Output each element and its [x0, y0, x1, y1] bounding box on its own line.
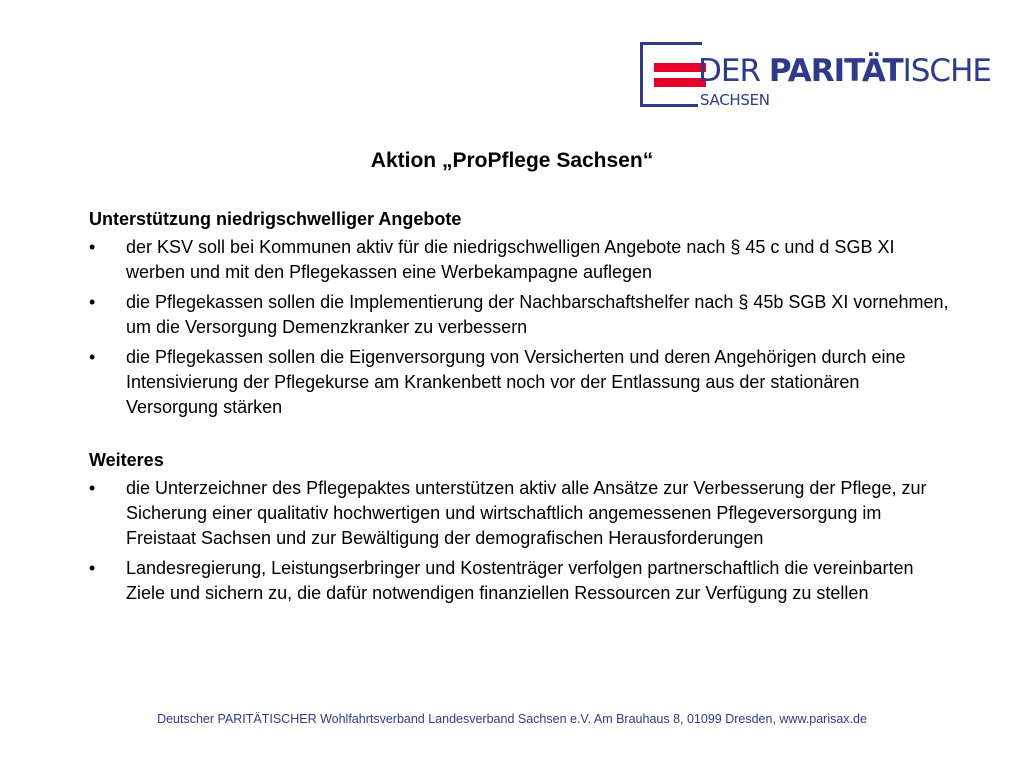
bullet-text: die Pflegekassen sollen die Eigenversorgung von Versicherten und deren Angehörigen durch eine Intensivierung der Pflegekurse am Krankenbett noch vor der Entlassung aus der stationären Versorgung stärken [126, 347, 906, 417]
page-footer: Deutscher PARITÄTISCHER Wohlfahrtsverband Landesverband Sachsen e.V. Am Brauhaus 8, 01099 Dresden, www.parisax.de [157, 712, 867, 726]
section-support-offers [89, 207, 949, 420]
section-spacer [89, 425, 949, 448]
bullet-text: die Pflegekassen sollen die Implementierung der Nachbarschaftshelfer nach § 45b SGB XI vornehmen, um die Versorgung Demenzkranker zu verbessern [126, 292, 949, 337]
organization-logo [640, 42, 991, 114]
logo-frame-underline [640, 104, 698, 107]
logo-wordmark [698, 53, 991, 89]
bullet-icon: • [89, 237, 96, 257]
bullet-text: der KSV soll bei Kommunen aktiv für die niedrigschwelligen Angebote nach § 45 c und d SGB XI werben und mit den Pflegekassen eine Werbekampagne auflegen [126, 237, 895, 282]
list-item [89, 476, 949, 551]
bullet-text: die Unterzeichner des Pflegepaktes unterstützen aktiv alle Ansätze zur Verbesserung der Pflege, zur Sicherung einer qualitativ hochwertigen und wirtschaftlich angemessenen Pflegeversorgung im Freistaat Sachsen und zur Bewältigung der demografischen Herausforderungen [126, 478, 927, 548]
list-item [89, 235, 949, 285]
bullet-list [89, 476, 949, 606]
section-further [89, 448, 949, 606]
bullet-list [89, 235, 949, 420]
slide-title: Aktion „ProPflege Sachsen“ [370, 149, 654, 172]
logo-frame [640, 42, 702, 104]
bullet-icon: • [89, 292, 96, 312]
list-item [89, 345, 949, 420]
list-item [89, 290, 949, 340]
section-heading: Unterstützung niedrigschwelliger Angebote [89, 209, 462, 229]
bullet-icon: • [89, 558, 96, 578]
logo-wordmark-part3: ISCHE [902, 53, 991, 89]
bullet-icon: • [89, 478, 96, 498]
bullet-icon: • [89, 347, 96, 367]
logo-region: SACHSEN [700, 91, 770, 109]
logo-wordmark-part1: DER [698, 53, 769, 89]
slide-content [89, 207, 949, 611]
section-heading: Weiteres [89, 450, 164, 470]
list-item [89, 556, 949, 606]
bullet-text: Landesregierung, Leistungserbringer und Kostenträger verfolgen partnerschaftlich die vereinbarten Ziele und sichern zu, die dafür notwendigen finanziellen Ressourcen zur Verfügung zu stellen [126, 558, 914, 603]
logo-wordmark-part2: PARITÄT [768, 53, 903, 89]
